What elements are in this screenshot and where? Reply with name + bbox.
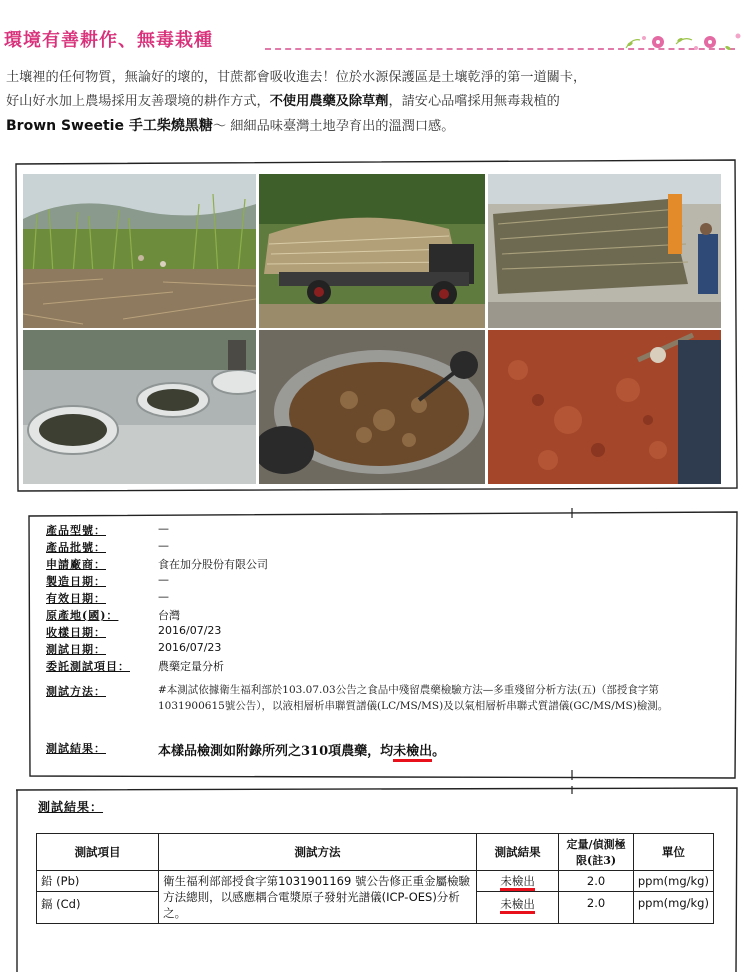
intro-line-2: 好山好水加上農場採用友善環境的耕作方式，不使用農藥及除草劑，請安心品嚐採用無毒栽植的 <box>6 94 560 109</box>
field-label-origin: 原產地(國)： <box>46 609 119 622</box>
row-limit: 2.0 <box>559 871 634 892</box>
flower-decoration-icon <box>618 28 748 54</box>
header-unit: 單位 <box>633 834 713 871</box>
field-label-batch: 產品批號： <box>46 541 106 554</box>
page-title: 環境有善耕作、無毒栽種 <box>4 30 213 51</box>
row-item: 鎘 (Cd) <box>37 892 159 924</box>
field-label-method: 測試方法： <box>46 685 106 698</box>
test-method-text: #本測試依據衛生福利部於103.07.03公告之食品中殘留農藥檢驗方法—多重殘留分析方法(五)（部授食字第1031900615號公告），以液相層析串聯質譜儀(LC/MS/MS)及以氣相層析串聯式質譜儀(GC/MS/MS)檢測。 <box>158 684 669 712</box>
field-value-manufacture-date: — <box>158 573 169 586</box>
not-detected-highlight: 未檢出 <box>393 744 432 762</box>
field-value-applicant: 食在加分股份有限公司 <box>158 558 268 571</box>
field-label-receipt-date: 收樣日期： <box>46 626 106 639</box>
field-value-model: — <box>158 522 169 535</box>
row-result: 未檢出 <box>476 892 558 924</box>
syrup-pot-photo <box>259 330 485 484</box>
row-unit: ppm(mg/kg) <box>633 871 713 892</box>
sugarcane-field-photo <box>23 174 256 328</box>
boiling-pans-photo <box>23 330 256 484</box>
table-header-row <box>37 834 714 871</box>
field-value-batch: — <box>158 539 169 552</box>
field-label-expiry-date: 有效日期： <box>46 592 106 605</box>
row-result: 未檢出 <box>476 871 558 892</box>
cane-truck-photo <box>259 174 485 328</box>
field-label-applicant: 申請廠商： <box>46 558 106 571</box>
row-limit: 2.0 <box>559 892 634 924</box>
cane-pile-photo <box>488 174 721 328</box>
brown-sugar-photo <box>488 330 721 484</box>
field-value-origin: 台灣 <box>158 609 180 622</box>
header-test-item: 測試項目 <box>37 834 159 871</box>
intro-paragraph <box>6 66 746 139</box>
brand-name: Brown Sweetie 手工柴燒黑糖 <box>6 118 213 134</box>
heavy-metal-results-table <box>36 833 714 924</box>
intro-line-1: 土壤裡的任何物質，無論好的壞的，甘蔗都會吸收進去！位於水源保護區是土壤乾淨的第一道關卡， <box>6 70 587 85</box>
field-label-test-item: 委託測試項目： <box>46 660 130 673</box>
field-label-test-date: 測試日期： <box>46 643 106 656</box>
field-label-manufacture-date: 製造日期： <box>46 575 106 588</box>
row-unit: ppm(mg/kg) <box>633 892 713 924</box>
header-detection-limit: 定量/偵測極限(註3) <box>559 834 634 871</box>
field-value-test-date: 2016/07/23 <box>158 641 222 654</box>
table-row <box>37 871 714 892</box>
header-test-result: 測試結果 <box>476 834 558 871</box>
row-item: 鉛 (Pb) <box>37 871 159 892</box>
field-value-test-item: 農藥定量分析 <box>158 660 224 673</box>
results-title: 測試結果： <box>38 800 104 814</box>
intro-emphasis: 不使用農藥及除草劑 <box>269 94 389 109</box>
intro-line-3: Brown Sweetie 手工柴燒黑糖～ 細細品味臺灣土地孕育出的溫潤口感。 <box>6 118 455 134</box>
row-method: 衛生福利部部授食字第1031901169 號公告修正重金屬檢驗方法總則，以感應耦合電漿原子發射光譜儀(ICP-OES)分析之。 <box>159 871 477 924</box>
test-conclusion: 本樣品檢測如附錄所列之310項農藥，均未檢出。 <box>158 740 445 759</box>
field-label-model: 產品型號： <box>46 524 106 537</box>
header-test-method: 測試方法 <box>159 834 477 871</box>
field-label-result: 測試結果： <box>46 742 106 755</box>
field-value-receipt-date: 2016/07/23 <box>158 624 222 637</box>
field-value-expiry-date: — <box>158 590 169 603</box>
